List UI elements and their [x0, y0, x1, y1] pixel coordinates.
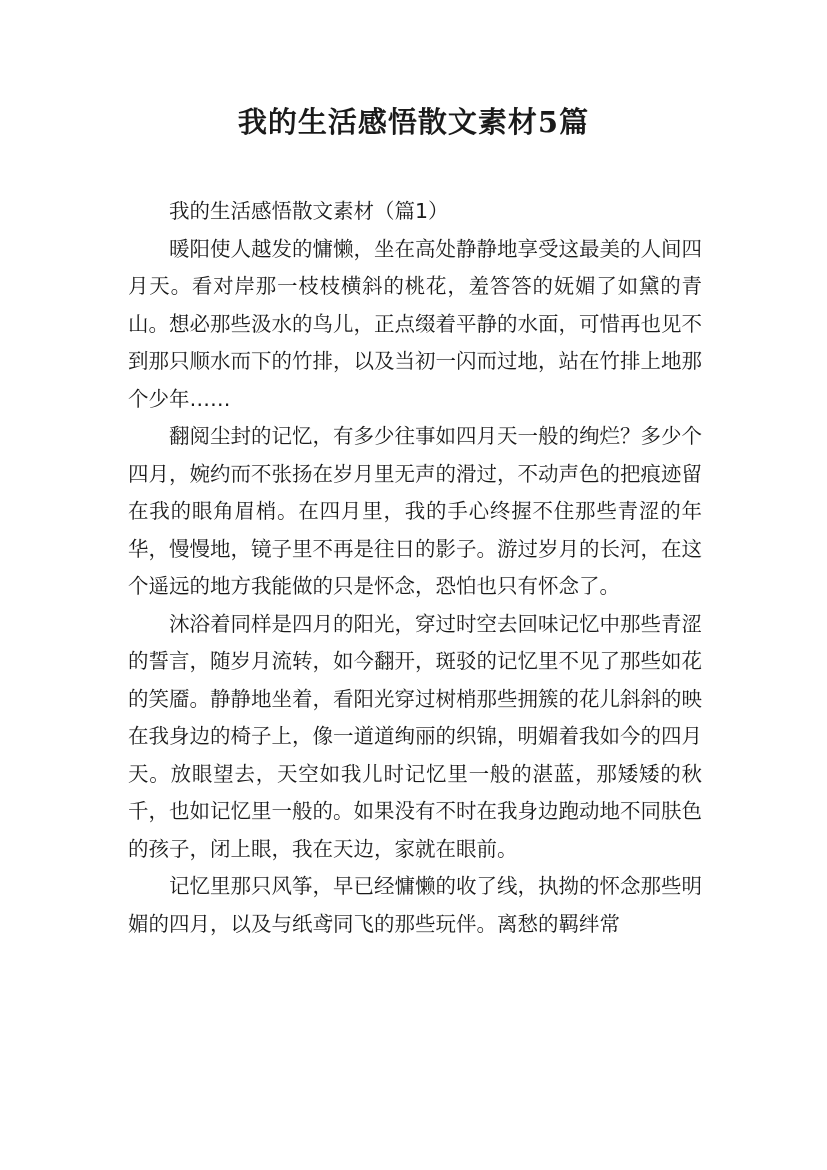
document-body: [128, 193, 702, 943]
paragraph: 记忆里那只风筝，早已经慵懒的收了线，执拗的怀念那些明媚的四月，以及与纸鸢同飞的那些玩伴。离愁的羁绊常: [128, 874, 702, 936]
section-heading: 我的生活感悟散文素材（篇1）: [169, 199, 449, 223]
paragraph: 翻阅尘封的记忆，有多少往事如四月天一般的绚烂？多少个四月，婉约而不张扬在岁月里无声的滑过，不动声色的把痕迹留在我的眼角眉梢。在四月里，我的手心终握不住那些青涩的年华，慢慢地，镜子里不再是往日的影子。游过岁月的长河，在这个遥远的地方我能做的只是怀念，恐怕也只有怀念了。: [128, 424, 702, 598]
paragraph: 沐浴着同样是四月的阳光，穿过时空去回味记忆中那些青涩的誓言，随岁月流转，如今翻开，斑驳的记忆里不见了那些如花的笑靥。静静地坐着，看阳光穿过树梢那些拥簇的花儿斜斜的映在我身边的椅子上，像一道道绚丽的织锦，明媚着我如今的四月天。放眼望去，天空如我儿时记忆里一般的湛蓝，那矮矮的秋千，也如记忆里一般的。如果没有不时在我身边跑动地不同肤色的孩子，闭上眼，我在天边，家就在眼前。: [128, 611, 702, 861]
paragraph: 暖阳使人越发的慵懒，坐在高处静静地享受这最美的人间四月天。看对岸那一枝枝横斜的桃花，羞答答的妩媚了如黛的青山。想必那些汲水的鸟儿，正点缀着平静的水面，可惜再也见不到那只顺水而下的竹排，以及当初一闪而过地，站在竹排上地那个少年……: [128, 236, 702, 411]
document-title: 我的生活感悟散文素材5篇: [237, 105, 590, 139]
